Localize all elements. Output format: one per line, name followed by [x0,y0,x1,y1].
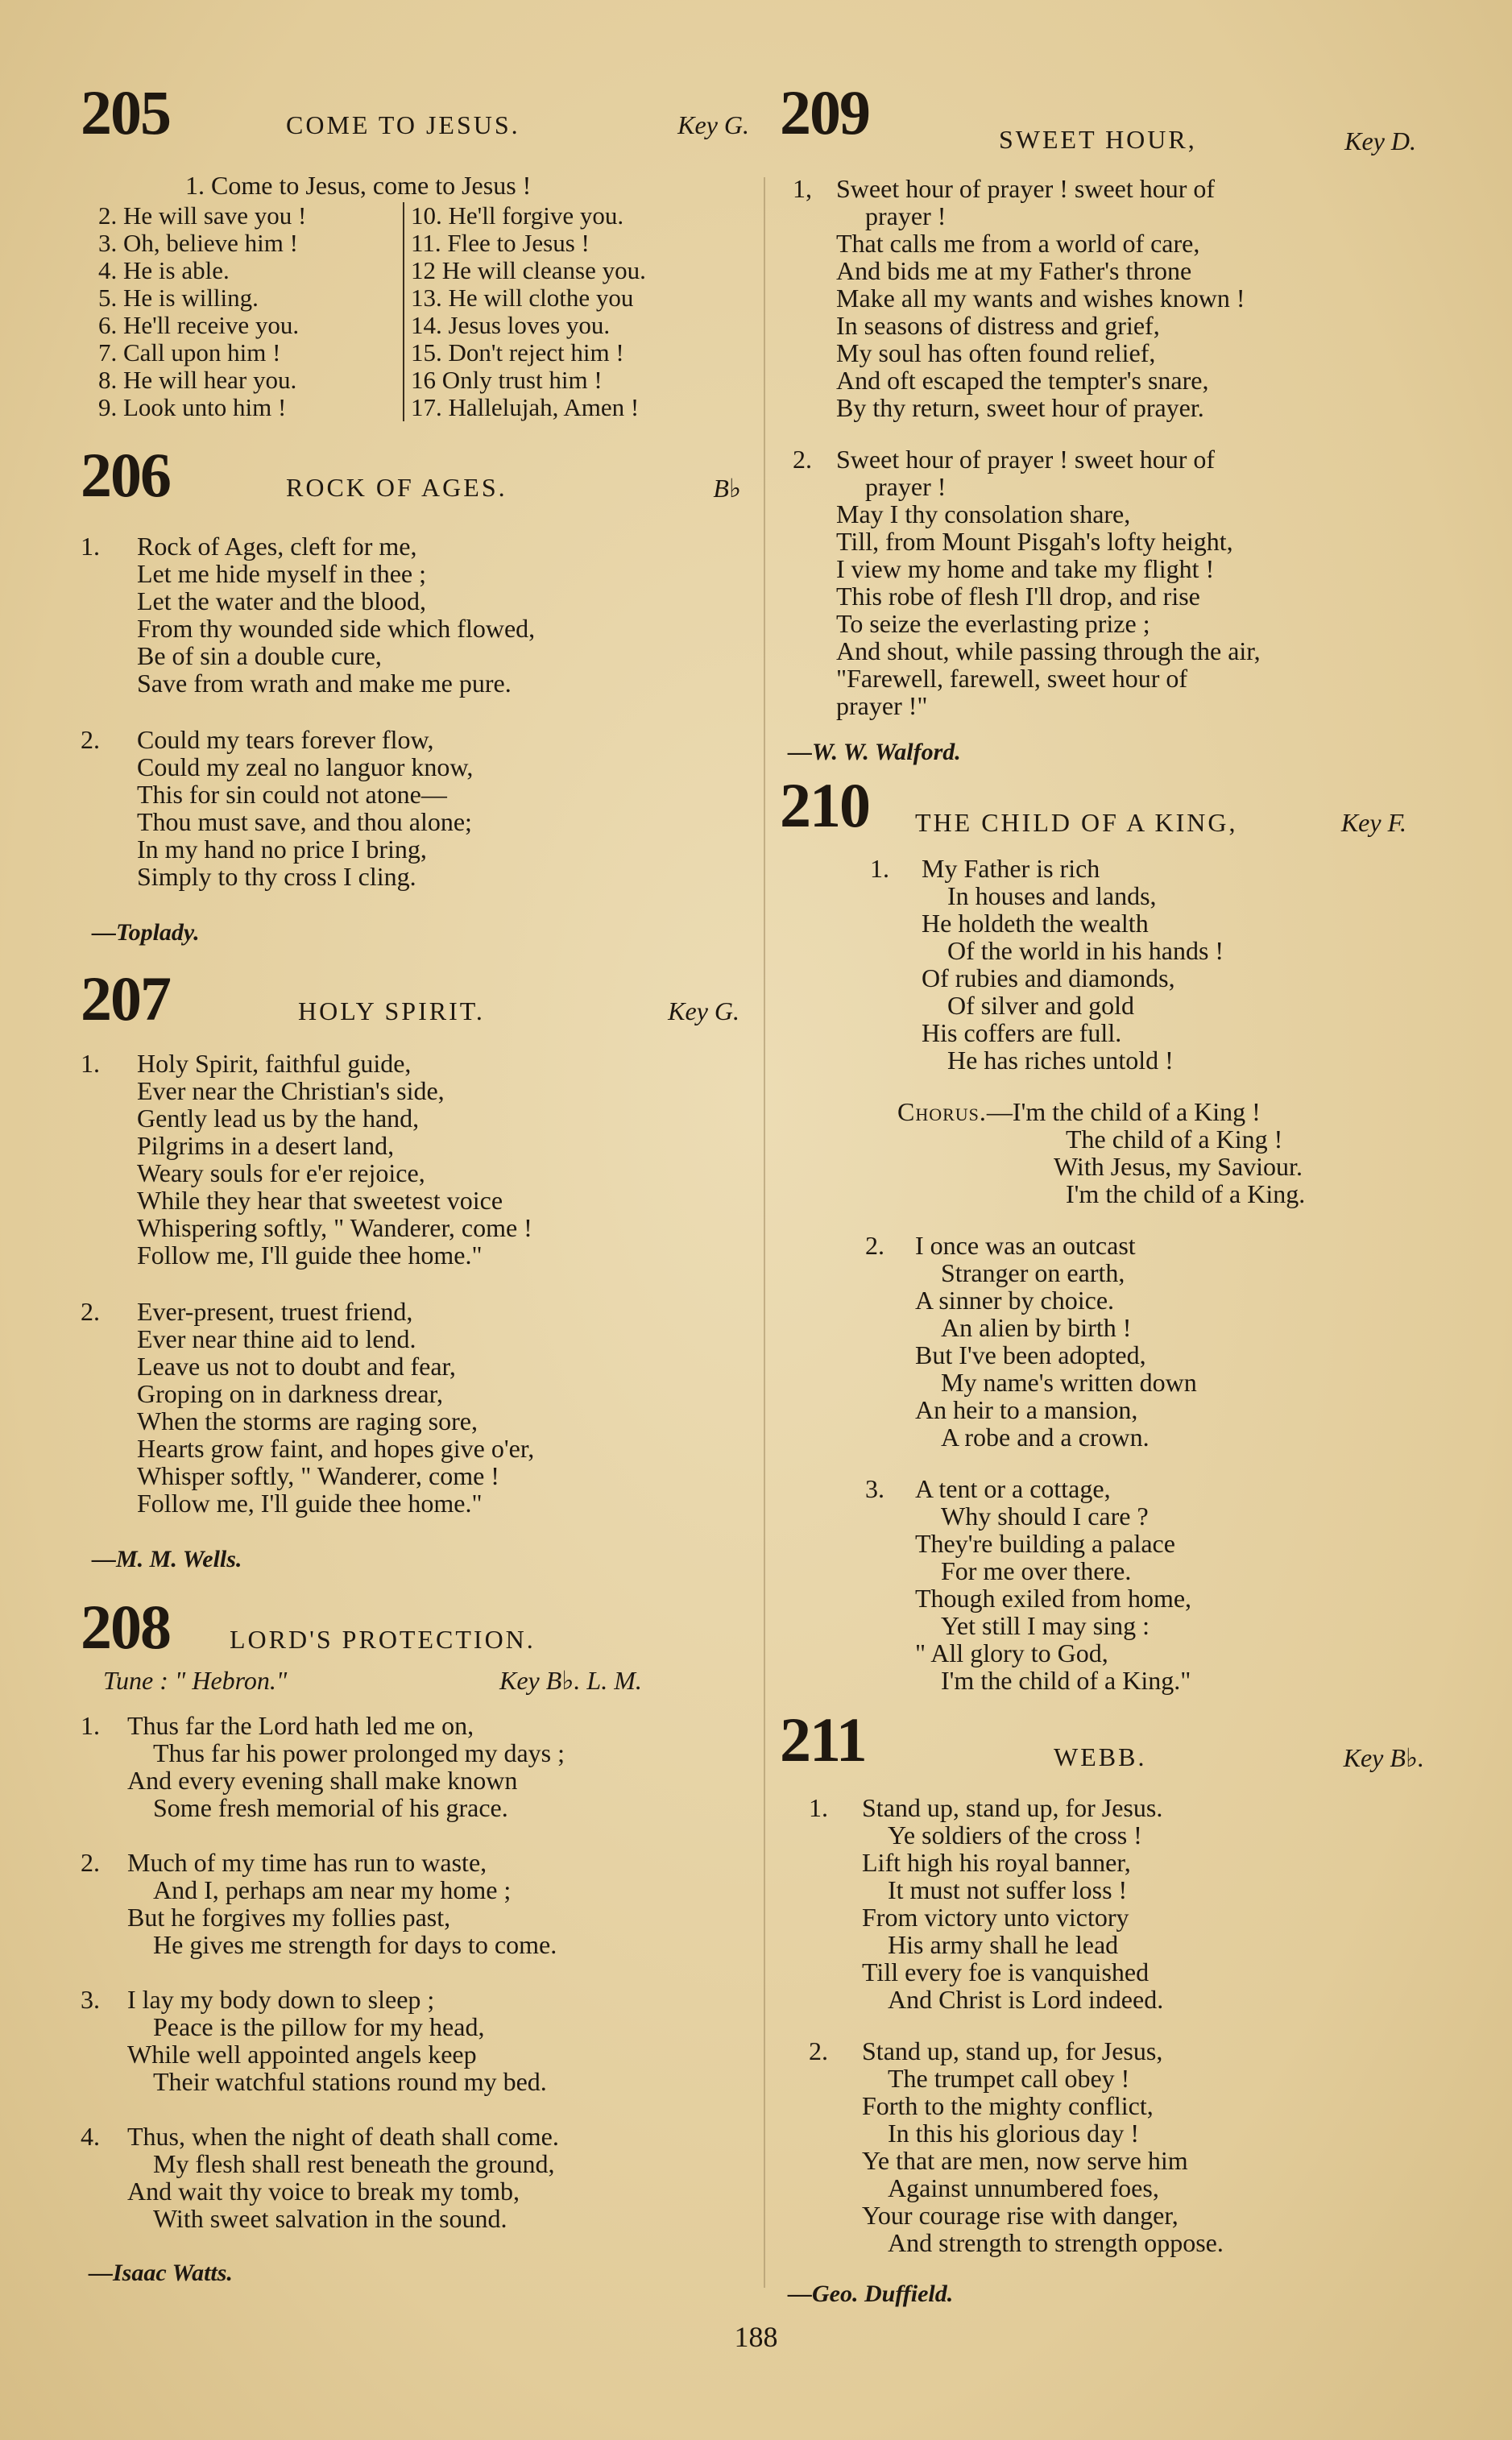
verse-line: Forth to the mighty conflict, [862,2091,1154,2120]
verse-line: And strength to strength oppose. [888,2228,1224,2257]
verse-line: Your courage rise with danger, [862,2201,1179,2230]
list-item: 14. Jesus loves you. [403,312,610,339]
verse-line: Let me hide myself in thee ; [137,559,426,588]
verse-line: A sinner by choice. [915,1286,1115,1315]
verse [780,1232,1440,1451]
verse-number: 1, [793,174,812,203]
verse-number: 2. [81,1848,100,1877]
list-item: 7. Call upon him ! [98,338,281,367]
verse-number: 1. [81,1711,100,1740]
hymn-key: Key B♭. [1343,1743,1424,1772]
verse-lines [780,855,1440,1074]
verse-line: A robe and a crown. [941,1423,1150,1452]
hymn-title: LORD'S PROTECTION. [230,1625,536,1654]
verse-line: I view my home and take my flight ! [836,554,1215,583]
verse-line: Save from wrath and make me pure. [137,669,512,698]
verse-line: Sweet hour of prayer ! sweet hour of [836,445,1216,474]
verse-line: He holdeth the wealth [922,909,1149,938]
verse-line: But I've been adopted, [915,1340,1146,1369]
list-item: 10. He'll forgive you. [403,202,623,230]
verse-line: prayer !" [836,691,928,720]
verse-number: 1. [81,532,100,561]
verse-line: An alien by birth ! [941,1313,1132,1342]
verse-lines [81,532,749,697]
hymn-number: 211 [780,1705,866,1775]
verse-line: 1. Come to Jesus, come to Jesus ! [185,171,532,200]
verse-lines [81,1712,749,1821]
hymn-206 [81,439,749,947]
verse [81,1849,749,1958]
list-item: 17. Hallelujah, Amen ! [403,394,639,421]
hymn-author: —Toplady. [92,919,200,946]
verse-line: Thus far his power prolonged my days ; [153,1738,565,1767]
list-item: 15. Don't reject him ! [403,339,624,367]
verse-line: Sweet hour of prayer ! sweet hour of [836,174,1216,203]
tune-line [81,1667,749,1699]
verse-line: In houses and lands, [947,881,1157,910]
verse-lines [81,1050,749,1269]
verse-line: Simply to thy cross I cling. [137,862,416,891]
verse-line: By thy return, sweet hour of prayer. [836,393,1204,422]
verse-lines [81,2123,749,2232]
list-item: 4. He is able. [98,256,230,284]
verse-lines [81,1298,749,1517]
list-item: 8. He will hear you. [98,366,297,394]
hymn-header [81,439,749,512]
chorus-first-line [780,1098,1440,1125]
verse-line: Leave us not to doubt and fear, [137,1352,456,1381]
verse-line: His coffers are full. [922,1018,1122,1047]
list-item: 11. Flee to Jesus ! [403,230,590,257]
verse-line: Could my zeal no languor know, [137,752,474,781]
verse-number: 3. [81,1985,100,2014]
hymn-header [81,963,749,1035]
hymn-key: Key B♭. L. M. [499,1666,642,1695]
hymn-number: 207 [81,963,170,1034]
verse-number: 1. [870,854,889,883]
verse-line: The trumpet call obey ! [888,2064,1130,2093]
chorus-line: The child of a King ! [1066,1125,1283,1154]
hymn-209 [780,77,1440,766]
verse-lines [780,445,1440,719]
verse [780,1475,1440,1694]
list-item: 5. He is willing. [98,284,259,312]
verse-lines [81,726,749,890]
verse-line: My soul has often found relief, [836,338,1156,367]
verse-line: While they hear that sweetest voice [137,1186,503,1215]
verse-lines [780,1232,1440,1451]
verse-line: Till, from Mount Pisgah's lofty height, [836,527,1233,556]
verse-line: Of silver and gold [947,991,1134,1020]
verse-line: My flesh shall rest beneath the ground, [153,2149,555,2178]
verse [81,532,749,697]
verse-line: And oft escaped the tempter's snare, [836,366,1209,395]
verse-line: His army shall he lead [888,1930,1119,1959]
verse-line: Holy Spirit, faithful guide, [137,1049,412,1078]
verse-list [81,202,749,428]
verse-line: But he forgives my follies past, [127,1903,451,1932]
verse-lines [780,1794,1440,2013]
verse-line: And I, perhaps am near my home ; [153,1875,512,1904]
verse-number: 2. [865,1231,884,1260]
hymn-author: —W. W. Walford. [788,739,961,765]
verse-lines [81,1986,749,2095]
hymn-author: —Isaac Watts. [89,2260,233,2286]
verse-line: He gives me strength for days to come. [153,1930,557,1959]
verse [81,1298,749,1517]
hymn-number: 206 [81,440,170,510]
verse [81,2123,749,2232]
verse-number: 4. [81,2122,100,2151]
chorus-line: I'm the child of a King. [1066,1179,1306,1208]
hymn-key: Key F. [1340,808,1406,837]
verse-line: Ever-present, truest friend, [137,1297,413,1326]
verse-line: To seize the everlasting prize ; [836,609,1150,638]
verse [780,855,1440,1074]
verse-line: Though exiled from home, [915,1584,1192,1613]
hymn-key: B♭ [713,474,741,503]
hymn-title: HOLY SPIRIT. [298,996,485,1025]
verse-number: 2. [81,725,100,754]
verse-lines [780,175,1440,421]
verse-line: Why should I care ? [941,1502,1149,1531]
verse-line: Thou must save, and thou alone; [137,807,472,836]
verse-line: Make all my wants and wishes known ! [836,284,1245,313]
verse-line: An heir to a mansion, [915,1395,1138,1424]
verse-line: And bids me at my Father's throne [836,256,1192,285]
verse-number: 1. [81,1049,100,1078]
hymn-number: 208 [81,1592,170,1662]
hymn-number: 209 [780,77,869,147]
verse-line: Hearts grow faint, and hopes give o'er, [137,1434,535,1463]
verse-line: This robe of flesh I'll drop, and rise [836,582,1200,611]
verse [81,1986,749,2095]
list-item: 12 He will cleanse you. [403,257,646,284]
verse-number: 2. [809,2036,828,2065]
verse-line: And Christ is Lord indeed. [888,1985,1164,2014]
verse-line: My Father is rich [922,854,1100,883]
verse-line: Stand up, stand up, for Jesus, [862,2036,1163,2065]
verse-line: Ye that are men, now serve him [862,2146,1188,2175]
verse-line: I lay my body down to sleep ; [127,1985,435,2014]
verse-line: Till every foe is vanquished [862,1957,1150,1986]
verse-line: Gently lead us by the hand, [137,1104,420,1133]
verse-line: In this his glorious day ! [888,2119,1139,2148]
hymn-211 [780,1704,1440,2308]
verse-line: Ever near thine aid to lend. [137,1324,416,1353]
hymn-title: THE CHILD OF A KING, [915,808,1238,837]
verse-line: From victory unto victory [862,1903,1129,1932]
verse-line: Whisper softly, " Wanderer, come ! [137,1461,499,1490]
verse-line: This for sin could not atone— [137,780,447,809]
list-item: 3. Oh, believe him ! [98,229,298,257]
list-item: 16 Only trust him ! [403,367,603,394]
chorus [780,1098,1440,1208]
list-item: 13. He will clothe you [403,284,633,312]
verse [81,1712,749,1821]
hymn-header [81,1591,749,1663]
verse-line: And shout, while passing through the air, [836,636,1261,665]
verse-line: Follow me, I'll guide thee home." [137,1241,483,1270]
verse-line: Of rubies and diamonds, [922,963,1175,992]
hymn-author: —M. M. Wells. [92,1546,242,1572]
verse-line: Stranger on earth, [941,1258,1125,1287]
chorus-label: Chorus. [897,1097,987,1126]
verse-line: My name's written down [941,1368,1197,1397]
verse-line: It must not suffer loss ! [888,1875,1128,1904]
hymn-208 [81,1591,749,2287]
hymn-number: 205 [81,77,170,147]
verse [780,1794,1440,2013]
verse-line: prayer ! [865,472,947,501]
hymn-header [81,77,749,149]
verse-number: 2. [793,445,812,474]
verse-line: Pilgrims in a desert land, [137,1131,395,1160]
verse [81,1050,749,1269]
verse [780,175,1440,421]
hymn-author: —Geo. Duffield. [788,2281,954,2307]
hymn-header [780,769,1440,842]
hymn-title: SWEET HOUR, [999,125,1197,154]
verse-line: He has riches untold ! [947,1046,1174,1075]
verse-line: Rock of Ages, cleft for me, [137,532,417,561]
verse-line: When the storms are raging sore, [137,1406,478,1435]
verse [780,2037,1440,2256]
verse-lines [780,2037,1440,2256]
verse-line: While well appointed angels keep [127,2040,477,2069]
verse-line: May I thy consolation share, [836,499,1131,528]
verse-line: I once was an outcast [915,1231,1136,1260]
verse-number: 2. [81,1297,100,1326]
verse-line: Much of my time has run to waste, [127,1848,487,1877]
verse-line: Lift high his royal banner, [862,1848,1131,1877]
verse-line: "Farewell, farewell, sweet hour of [836,664,1187,693]
verse-line: Ye soldiers of the cross ! [888,1821,1142,1850]
verse-line: That calls me from a world of care, [836,229,1200,258]
verse-line: Some fresh memorial of his grace. [153,1793,508,1822]
verse-line: Thus, when the night of death shall come. [127,2122,559,2151]
hymn-key: Key G. [677,110,749,139]
verse-lines [780,1475,1440,1694]
hymn-number: 210 [780,770,869,840]
verse-line: They're building a palace [915,1529,1175,1558]
verse-line: Yet still I may sing : [941,1611,1150,1640]
list-item: 2. He will save you ! [98,201,307,230]
verse-line: Against unnumbered foes, [888,2173,1159,2202]
verse-number: 3. [865,1474,884,1503]
hymn-205 [81,77,749,428]
verse-line: Groping on in darkness drear, [137,1379,443,1408]
hymn-key: Key G. [668,996,739,1025]
hymn-title: ROCK OF AGES. [286,473,507,502]
chorus-line: —I'm the child of a King ! [986,1097,1261,1126]
hymn-title: COME TO JESUS. [286,110,520,139]
verse-line: Let the water and the blood, [137,586,426,615]
hymn-header [780,77,1440,155]
verse-line: And wait thy voice to break my tomb, [127,2177,520,2206]
verse-line: Could my tears forever flow, [137,725,434,754]
chorus-line: With Jesus, my Saviour. [1054,1152,1303,1181]
verse-lines [81,1849,749,1958]
verse-line: A tent or a cottage, [915,1474,1111,1503]
verse-line: Ever near the Christian's side, [137,1076,445,1105]
verse [780,445,1440,719]
list-item: 9. Look unto him ! [98,393,287,421]
verse-line: And every evening shall make known [127,1766,518,1795]
hymn-header [780,1704,1440,1776]
verse-line: I'm the child of a King." [941,1666,1191,1695]
verse-line: Thus far the Lord hath led me on, [127,1711,474,1740]
verse-line: Follow me, I'll guide thee home." [137,1489,483,1518]
verse-line: Whispering softly, " Wanderer, come ! [137,1213,532,1242]
verse-line: Their watchful stations round my bed. [153,2067,547,2096]
verse-line: Of the world in his hands ! [947,936,1224,965]
list-item: 6. He'll receive you. [98,311,300,339]
verse-line: prayer ! [865,201,947,230]
column-divider [764,177,765,2288]
hymn-key: Key D. [1344,126,1416,155]
verse-line: Be of sin a double cure, [137,641,382,670]
verse-line: Peace is the pillow for my head, [153,2012,485,2041]
hymn-title: WEBB. [1054,1742,1147,1771]
verse-line: In my hand no price I bring, [137,835,427,864]
hymn-tune: Tune : " Hebron." [103,1666,288,1695]
verse-line: Stand up, stand up, for Jesus. [862,1793,1163,1822]
verse [81,726,749,890]
verse-line: Weary souls for e'er rejoice, [137,1158,425,1187]
verse-number: 1. [809,1793,828,1822]
page-number: 188 [734,2321,778,2353]
hymn-210 [780,769,1440,1694]
verse-line: " All glory to God, [915,1638,1108,1667]
verse-line: From thy wounded side which flowed, [137,614,536,643]
hymn-207 [81,963,749,1573]
verse-line: In seasons of distress and grief, [836,311,1160,340]
verse-line: With sweet salvation in the sound. [153,2204,507,2233]
verse-line: For me over there. [941,1556,1132,1585]
